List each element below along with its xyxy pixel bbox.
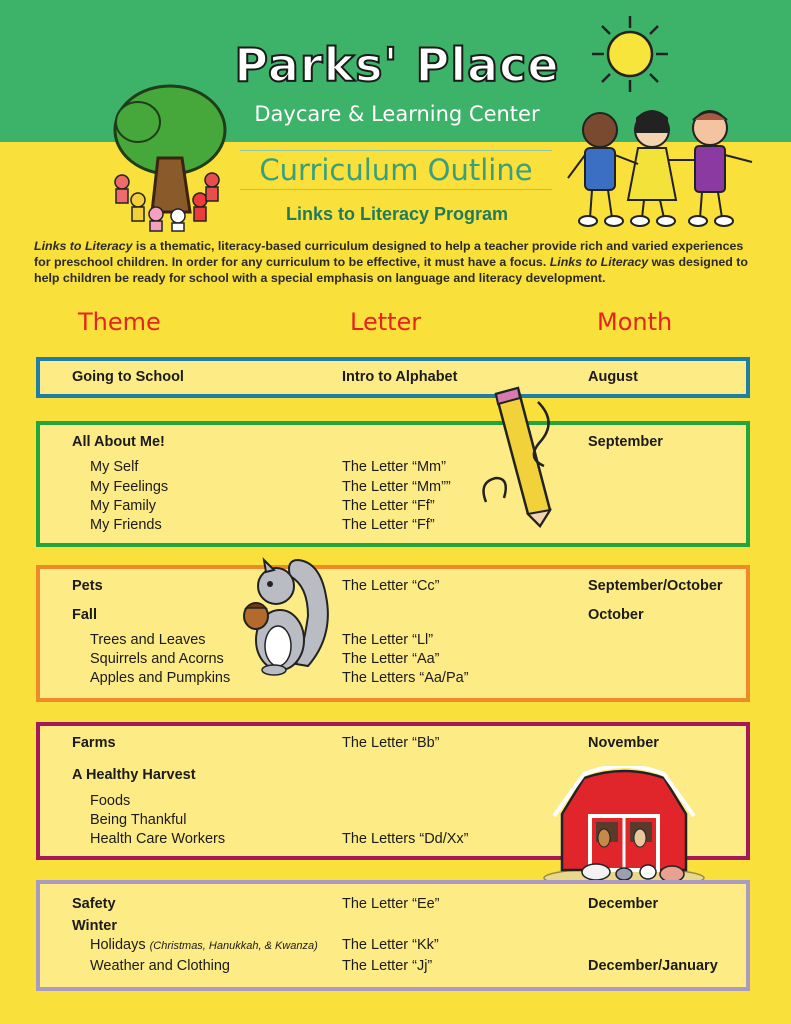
letter-going-to-school: Intro to Alphabet [342,369,458,385]
letter-my-friends: The Letter “Ff” [342,517,435,533]
month-all-about-me: September [588,434,663,450]
theme-pets: Pets [72,578,103,594]
theme-weather-and-clothing: Weather and Clothing [90,958,230,974]
theme-my-friends: My Friends [90,517,162,533]
letter-trees-and-leaves: The Letter “Ll” [342,632,434,648]
intro-program-name: Links to Literacy [34,239,133,253]
letter-farms: The Letter “Bb” [342,735,440,751]
letter-weather-and-clothing: The Letter “Jj” [342,958,433,974]
letter-squirrels-and-acorns: The Letter “Aa” [342,651,440,667]
tree-with-children-illustration [108,82,228,232]
letter-safety: The Letter “Ee” [342,896,440,912]
theme-my-self: My Self [90,459,139,475]
letter-holidays: The Letter “Kk” [342,937,439,953]
intro-program-name-2: Links to Literacy [549,255,649,269]
letter-apples-and-pumpkins: The Letters “Aa/Pa” [342,670,469,686]
theme-being-thankful: Being Thankful [90,812,187,828]
month-fall: October [588,607,644,623]
theme-health-care-workers: Health Care Workers [90,831,226,847]
month-safety: December [588,896,659,912]
theme-my-family: My Family [90,498,157,514]
pencil-illustration [478,382,568,532]
month-pets: September/October [588,578,723,594]
sun-illustration [590,14,670,94]
theme-healthy-harvest: A Healthy Harvest [72,767,196,783]
intro-text-1: is a thematic, literacy-based curriculum designed to help a teacher provide rich and varied experiences for preschool children. In order for any curriculum to be effective, it must have a focus. [34,239,744,269]
brand-title: Parks' Place [234,38,560,92]
letter-my-self: The Letter “Mm” [342,459,446,475]
theme-column-heading: Theme [78,308,161,336]
theme-fall: Fall [72,607,97,623]
month-column-heading: Month [597,308,673,336]
intro-paragraph [34,238,758,286]
letter-my-family: The Letter “Ff” [342,498,435,514]
theme-going-to-school: Going to School [72,369,184,385]
holidays-note: (Christmas, Hanukkah, & Kwanza) [149,940,318,952]
theme-trees-and-leaves: Trees and Leaves [90,632,206,648]
theme-my-feelings: My Feelings [90,479,169,495]
barn-illustration [540,766,708,890]
squirrel-illustration [238,556,334,682]
theme-squirrels-and-acorns: Squirrels and Acorns [90,651,224,667]
letter-my-feelings: The Letter “Mm”” [342,479,451,495]
theme-foods: Foods [90,793,131,809]
month-farms: November [588,735,659,751]
theme-winter: Winter [72,918,117,934]
children-holding-hands-illustration [560,100,760,232]
theme-holidays [90,937,318,953]
brand-subtitle: Daycare & Learning Center [254,102,540,126]
theme-safety: Safety [72,896,116,912]
letter-pets: The Letter “Cc” [342,578,440,594]
theme-farms: Farms [72,735,116,751]
program-title: Links to Literacy Program [285,204,509,224]
theme-apples-and-pumpkins: Apples and Pumpkins [90,670,231,686]
curriculum-outline-title: Curriculum Outline [240,150,552,190]
letter-column-heading: Letter [350,308,422,336]
theme-all-about-me: All About Me! [72,434,165,450]
intro-text-2: was designed to help children be ready for school with a special emphasis on language and literacy development. [34,255,749,285]
month-weather-and-clothing: December/January [588,958,718,974]
holidays-label: Holidays [90,937,146,953]
month-going-to-school: August [588,369,638,385]
letter-health-care-workers: The Letters “Dd/Xx” [342,831,469,847]
